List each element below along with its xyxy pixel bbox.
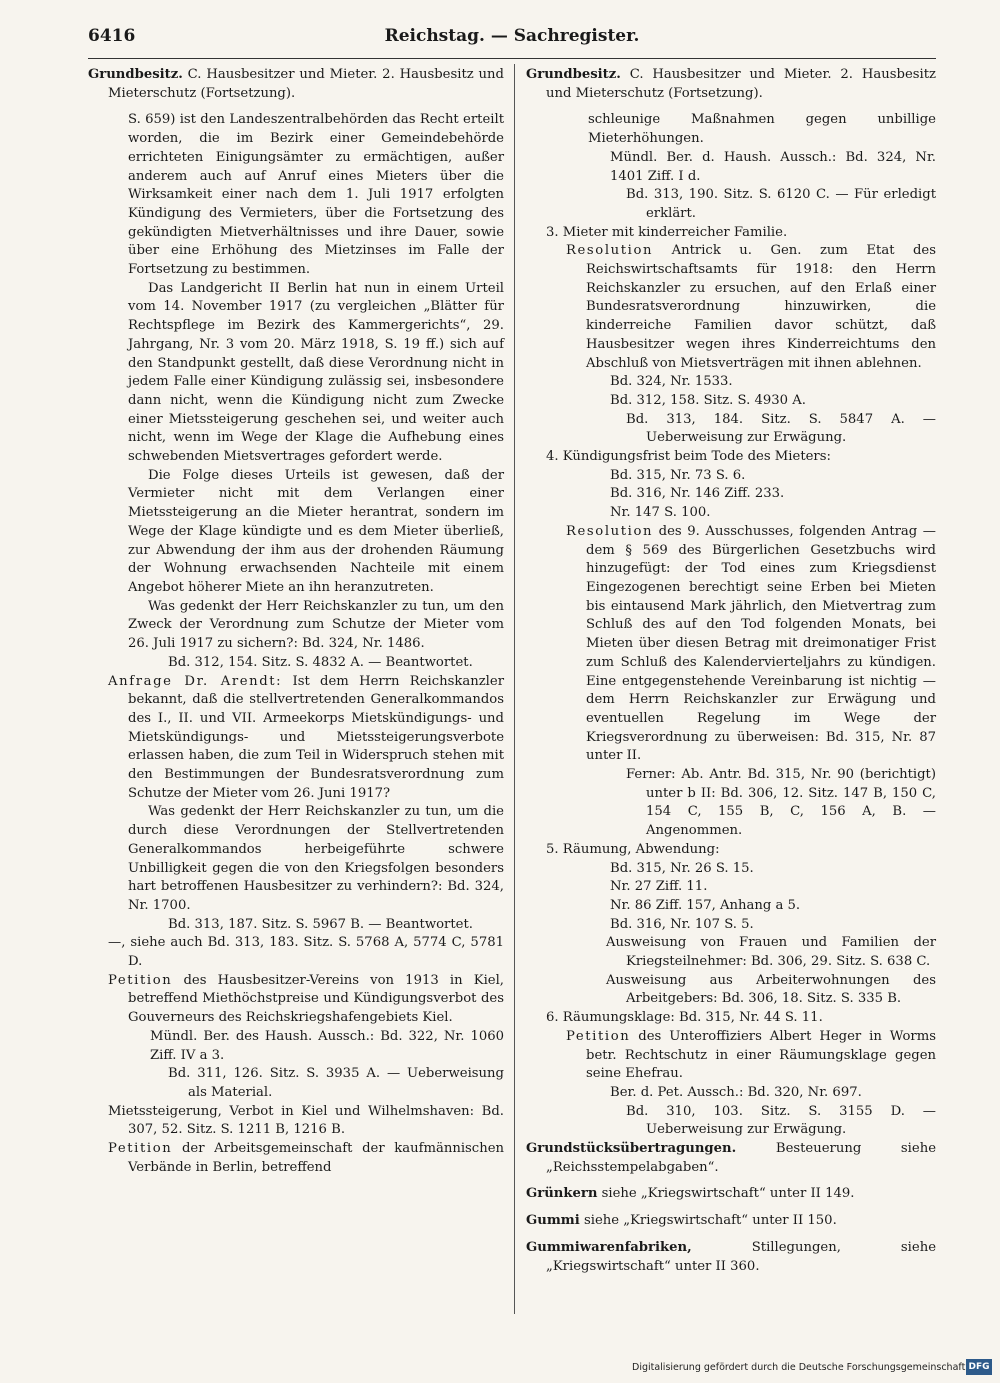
right-column <box>526 66 936 1276</box>
entry-text: Bd. 313, 187. Sitz. S. 5967 B. — Beantwortet. <box>168 916 473 932</box>
entry-type: Anfrage Dr. Arendt: <box>108 673 283 689</box>
index-entry <box>526 841 936 860</box>
index-entry <box>88 1065 504 1102</box>
entry-type: Petition <box>108 1141 173 1157</box>
running-title: Reichstag. — Sachregister. <box>384 26 640 46</box>
column-divider <box>514 64 515 1314</box>
entry-text: Was gedenkt der Herr Reichskanzler zu tun, um den Zweck der Verordnung zum Schutze der Mieter vom 26. Juli 1917 zu sichern?: Bd. 324, Nr. 1486. <box>128 598 504 652</box>
entry-text: Bd. 316, Nr. 146 Ziff. 233. <box>610 486 785 502</box>
index-entry <box>526 1185 936 1204</box>
entry-text: Antrick u. Gen. zum Etat des Reichswirtschaftsamts für 1918: den Herrn Reichskanzler zu ersuchen, auf den Erlaß einer Bundesratsverordnung hinzuwirken, die kinderreiche Familien davor schützt, daß Hausbesitzer wegen ihres Kinderreichtums den Abschluß von Mietsverträgen mit ihnen ablehnen. <box>586 243 936 371</box>
entry-text: Was gedenkt der Herr Reichskanzler zu tun, um die durch diese Verordnungen der Stellvertretenden Generalkommandos herbeigeführte schwere Unbilligkeit gegen die von den Kriegsfolgen besonders hart betroffenen Hausbesitzer zu verhindern?: Bd. 324, Nr. 1700. <box>128 804 504 913</box>
index-entry <box>88 673 504 804</box>
index-entry <box>526 392 936 411</box>
entry-text: Mündl. Ber. d. Haush. Aussch.: Bd. 324, Nr. 1401 Ziff. I d. <box>610 149 936 184</box>
entry-text: C. Hausbesitzer und Mieter. 2. Hausbesitz und Mieterschutz (Fortsetzung). <box>108 67 504 101</box>
index-entry <box>88 972 504 1028</box>
spacer <box>526 1204 936 1212</box>
page-number: 6416 <box>88 26 136 46</box>
entry-text: der Arbeitsgemeinschaft der kaufmännischen Verbände in Berlin, betreffend <box>128 1141 504 1175</box>
entry-type: Resolution <box>566 523 654 539</box>
entry-text: Bd. 324, Nr. 1533. <box>610 374 733 390</box>
index-entry <box>526 485 936 504</box>
index-entry <box>526 916 936 935</box>
spacer <box>88 103 504 111</box>
entry-text: S. 659) ist den Landeszentralbehörden das Recht erteilt worden, die im Bezirk einer Gemeindebehörde errichteten Einigungsämter zu ermächtigen, außer anderem auch auf Anruf eines Mieters über die Wirksamkeit einer nach dem 1. Juli 1917 erfolgten Kündigung des Vermieters, über die Fortsetzung des gekündigten Mietverhältnisses und ihre Dauer, sowie über eine Erhöhung des Mietzinses im Falle der Fortsetzung zu bestimmen. <box>128 112 504 278</box>
index-entry <box>526 224 936 243</box>
entry-text: Ausweisung von Frauen und Familien der Kriegsteilnehmer: Bd. 306, 29. Sitz. S. 638 C. <box>606 935 936 970</box>
entry-text: Besteuerung siehe „Reichsstempelabgaben“. <box>546 1141 936 1175</box>
entry-type: Resolution <box>566 243 654 259</box>
index-entry <box>88 934 504 971</box>
index-entry <box>526 186 936 223</box>
entry-text: Bd. 316, Nr. 107 S. 5. <box>610 916 754 932</box>
entry-text: 5. Räumung, Abwendung: <box>546 841 720 857</box>
index-entry <box>526 766 936 841</box>
index-entry <box>526 1028 936 1084</box>
entry-type: Petition <box>566 1028 631 1044</box>
entry-text: Bd. 310, 103. Sitz. S. 3155 D. — Ueberweisung zur Erwägung. <box>626 1103 936 1138</box>
index-entry <box>88 598 504 654</box>
entry-type: Petition <box>108 972 173 988</box>
entry-text: des 9. Ausschusses, folgenden Antrag — dem § 569 des Bürgerlichen Gesetzbuchs wird hinzugefügt: der Tod eines zum Kriegsdienst Eingezogenen berechtigt seine Erben bei Mieten bis eintausend Mark jährlich, den Mietvertrag zum Schluß des auf den Tod folgenden Monats, bei Mieten über diesen Betrag mit dreimonatiger Frist zum Schluß des Kalendervierteljahrs zu kündigen. Eine entgegenstehende Vereinbarung ist nichtig — dem Herrn Reichskanzler zur Erwägung und eventuellen Regelung im Wege der Kriegsverordnung zu überweisen: Bd. 315, Nr. 87 unter II. <box>586 523 936 764</box>
entry-text: des Unteroffiziers Albert Heger in Worms betr. Rechtschutz in einer Räumungsklage gegen seine Ehefrau. <box>586 1028 936 1082</box>
entry-text: 6. Räumungsklage: Bd. 315, Nr. 44 S. 11. <box>546 1010 823 1026</box>
entry-text: Bd. 311, 126. Sitz. S. 3935 A. — Ueberweisung als Material. <box>168 1066 504 1100</box>
entry-text: Ist dem Herrn Reichskanzler bekannt, daß die stellvertretenden Generalkommandos des I., II. und VII. Armeekorps Mietskündigungs- und Mietskündigungs- und Mietssteigerungsverbote erlassen haben, die zum Teil in Widerspruch stehen mit den Bestimmungen der Bundesratsverordnung zum Schutze der Mieter vom 26. Juni 1917? <box>128 673 505 801</box>
entry-keyword: Grundbesitz. <box>526 67 621 82</box>
index-entry <box>526 504 936 523</box>
index-entry <box>88 654 504 673</box>
entry-text: schleunige Maßnahmen gegen unbillige Mieterhöhungen. <box>588 112 936 147</box>
index-entry <box>88 66 504 103</box>
header-rule <box>88 58 936 59</box>
index-entry <box>526 411 936 448</box>
spacer <box>526 1231 936 1239</box>
entry-text: Ferner: Ab. Antr. Bd. 315, Nr. 90 (berichtigt) unter b II: Bd. 306, 12. Sitz. 147 B, 150 C, 154 C, 155 B, C, 156 A, B. — Angenommen. <box>626 767 936 839</box>
entry-keyword: Grundbesitz. <box>88 67 183 82</box>
entry-text: Ber. d. Pet. Aussch.: Bd. 320, Nr. 697. <box>610 1084 862 1100</box>
index-entry <box>88 111 504 279</box>
entry-keyword: Grünkern <box>526 1186 598 1202</box>
page-header <box>88 26 936 48</box>
entry-text: 4. Kündigungsfrist beim Tode des Mieters: <box>546 449 831 465</box>
entry-text: siehe „Kriegswirtschaft“ unter II 149. <box>597 1186 855 1202</box>
index-entry <box>88 916 504 935</box>
index-entry <box>526 523 936 766</box>
index-entry <box>526 66 936 103</box>
entry-text: Bd. 313, 190. Sitz. S. 6120 C. — Für erledigt erklärt. <box>626 187 936 221</box>
index-entry <box>526 860 936 879</box>
entry-text: Mietssteigerung, Verbot in Kiel und Wilhelmshaven: Bd. 307, 52. Sitz. S. 1211 B, 1216 B. <box>108 1103 504 1138</box>
index-entry <box>88 467 504 598</box>
index-entry <box>526 111 936 148</box>
index-entry <box>526 1140 936 1177</box>
index-entry <box>88 1103 504 1140</box>
entry-text: des Hausbesitzer-Vereins von 1913 in Kiel, betreffend Miethöchstpreise und Kündigungsverbot des Gouverneurs des Reichskriegshafengebiets Kiel. <box>128 972 504 1026</box>
entry-text: Nr. 86 Ziff. 157, Anhang a 5. <box>610 897 801 913</box>
index-entry <box>526 448 936 467</box>
index-entry <box>526 878 936 897</box>
index-entry <box>526 1212 936 1231</box>
entry-text: Mündl. Ber. des Haush. Aussch.: Bd. 322, Nr. 1060 Ziff. IV a 3. <box>150 1028 504 1063</box>
index-entry <box>88 1140 504 1177</box>
index-entry <box>526 1239 936 1276</box>
index-entry <box>526 897 936 916</box>
funding-credit: Digitalisierung gefördert durch die Deutsche Forschungsgemeinschaft <box>632 1362 966 1373</box>
entry-keyword: Grundstücksübertragungen. <box>526 1141 737 1157</box>
entry-text: Das Landgericht II Berlin hat nun in einem Urteil vom 14. November 1917 (zu vergleichen „Blätter für Rechtspflege im Bezirk des Kammergerichts“, 29. Jahrgang, Nr. 3 vom 20. März 1918, S. 19 ff.) sich auf den Standpunkt gestellt, daß diese Verordnung nicht in jedem Falle einer Kündigung zulässig sei, insbesondere dann nicht, wenn die Kündigung nicht zum Zwecke einer Mietssteigerung geschehen sei, und weiter auch nicht, wenn im Wege der Klage die Aufhebung eines schwebenden Mietsvertrages gefordert werde. <box>128 280 504 465</box>
entry-text: Bd. 312, 158. Sitz. S. 4930 A. <box>610 392 806 408</box>
entry-text: Bd. 312, 154. Sitz. S. 4832 A. — Beantwortet. <box>168 654 473 670</box>
entry-text: Nr. 147 S. 100. <box>610 505 711 521</box>
entry-text: Bd. 315, Nr. 26 S. 15. <box>610 860 754 876</box>
index-entry <box>526 1009 936 1028</box>
entry-text: Bd. 313, 184. Sitz. S. 5847 A. — Ueberweisung zur Erwägung. <box>626 411 936 446</box>
entry-keyword: Gummiwarenfabriken, <box>526 1239 692 1255</box>
entry-text: Stillegungen, siehe „Kriegswirtschaft“ unter II 360. <box>546 1239 936 1274</box>
entry-text: Die Folge dieses Urteils ist gewesen, daß der Vermieter nicht mit dem Verlangen einer Mietssteigerung an die Mieter herantrat, sondern im Wege der Klage kündigte und es dem Mieter überließ, zur Abwendung der ihm aus der drohenden Räumung der Wohnung erwachsenden Nachteile mit einem Angebot höherer Miete an ihn heranzutreten. <box>128 467 504 595</box>
index-entry <box>526 149 936 186</box>
index-entry <box>88 280 504 467</box>
index-entry <box>526 1084 936 1103</box>
dfg-logo: DFG <box>966 1359 992 1375</box>
left-column <box>88 66 504 1177</box>
index-entry <box>526 1103 936 1140</box>
entry-text: Nr. 27 Ziff. 11. <box>610 879 708 895</box>
entry-text: —, siehe auch Bd. 313, 183. Sitz. S. 5768 A, 5774 C, 5781 D. <box>108 935 504 970</box>
spacer <box>526 1177 936 1185</box>
entry-text: C. Hausbesitzer und Mieter. 2. Hausbesitz und Mieterschutz (Fortsetzung). <box>546 67 936 101</box>
index-entry <box>526 972 936 1009</box>
entry-keyword: Gummi <box>526 1213 580 1229</box>
entry-text: Bd. 315, Nr. 73 S. 6. <box>610 467 746 483</box>
spacer <box>526 103 936 111</box>
index-entry <box>88 1028 504 1065</box>
entry-text: 3. Mieter mit kinderreicher Familie. <box>546 224 788 240</box>
index-entry <box>526 467 936 486</box>
index-entry <box>526 373 936 392</box>
index-entry <box>526 242 936 373</box>
entry-text: Ausweisung aus Arbeiterwohnungen des Arbeitgebers: Bd. 306, 18. Sitz. S. 335 B. <box>606 972 936 1007</box>
index-entry <box>88 803 504 915</box>
entry-text: siehe „Kriegswirtschaft“ unter II 150. <box>579 1213 837 1229</box>
index-entry <box>526 934 936 971</box>
